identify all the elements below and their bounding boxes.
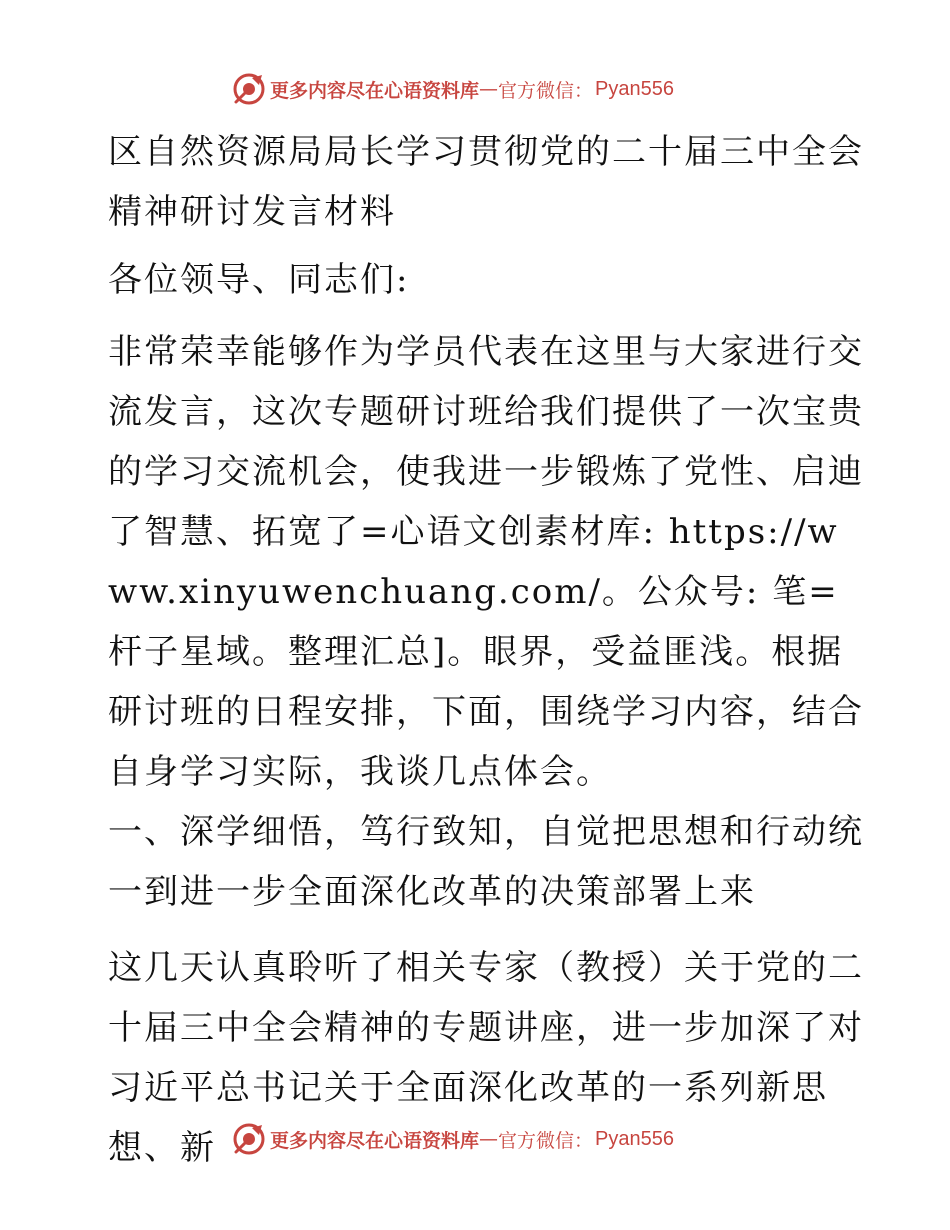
watermark-banner-top bbox=[232, 72, 674, 106]
watermark-wechat-id: Pyan556 bbox=[595, 1127, 674, 1150]
watermark-site-text: 更多内容尽在心语资料库 bbox=[270, 1129, 480, 1152]
pen-logo-icon bbox=[232, 1122, 266, 1156]
section-heading-1: 一、深学细悟，笃行致知，自觉把思想和行动统一到进一步全面深化改革的决策部署上来 bbox=[108, 812, 864, 912]
watermark-separator: — bbox=[479, 1128, 499, 1150]
watermark-banner-bottom bbox=[232, 1122, 674, 1156]
watermark-wechat-id: Pyan556 bbox=[595, 77, 674, 100]
pen-logo-icon bbox=[232, 72, 266, 106]
watermark-label: 官方微信： bbox=[498, 1129, 594, 1152]
document-title: 区自然资源局局长学习贯彻党的二十届三中全会精神研讨发言材料 bbox=[108, 132, 864, 232]
watermark-label: 官方微信： bbox=[498, 79, 594, 102]
paragraph-section-1: 这几天认真聆听了相关专家（教授）关于党的二十届三中全会精神的专题讲座，进一步加深了对习近平总书记关于全面深化改革的一系列新思想、新 bbox=[108, 948, 864, 1168]
salutation: 各位领导、同志们: bbox=[108, 260, 410, 300]
watermark-site-text: 更多内容尽在心语资料库 bbox=[270, 79, 480, 102]
watermark-separator: — bbox=[479, 78, 499, 100]
paragraph-intro: 非常荣幸能够作为学员代表在这里与大家进行交流发言，这次专题研讨班给我们提供了一次宝贵的学习交流机会，使我进一步锻炼了党性、启迪了智慧、拓宽了=心语文创素材库: https://www.xinyuwenchuang.com/。公众号: 笔=杆子星域。整理汇总]。眼界，受益匪浅。根据研讨班的日程安排，下面，围绕学习内容，结合自身学习实际，我谈几点体会。 bbox=[108, 332, 864, 792]
